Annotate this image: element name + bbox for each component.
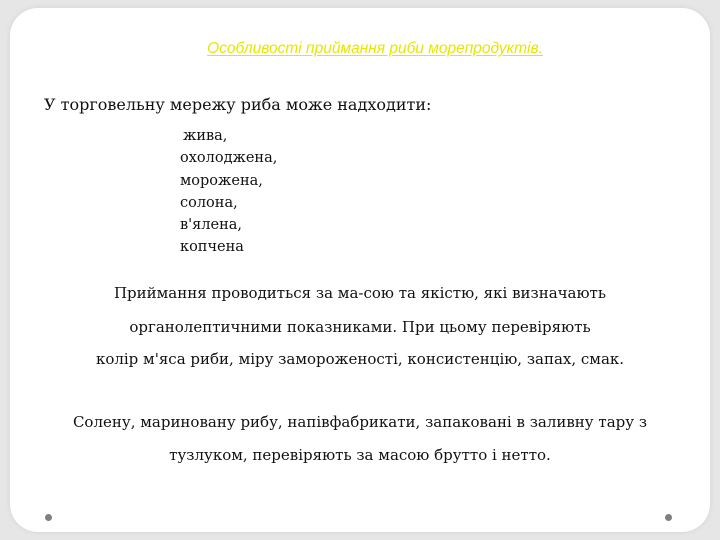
intro-text: У торговельну мережу риба може надходити:	[44, 95, 432, 114]
salted-fish-line-1: Солену, мариновану рибу, напівфабрикати, запаковані в заливну тару з	[72, 413, 648, 431]
fish-type-item: морожена,	[180, 172, 263, 189]
fish-type-item: солона,	[180, 194, 238, 211]
bottom-left-dot-icon	[45, 514, 52, 521]
acceptance-line-3: колір м'яса риби, міру замороженості, консистенцію, запах, смак.	[95, 350, 625, 368]
acceptance-line-2: органолептичними показниками. При цьому перевіряють	[129, 318, 591, 336]
acceptance-line-1: Приймання проводиться за ма-сою та якістю, які визначають	[113, 284, 607, 302]
fish-type-item: жива,	[183, 128, 228, 144]
bottom-right-dot-icon	[665, 514, 672, 521]
slide-title: Особливості приймання риби морепродуктів.	[207, 40, 543, 57]
fish-types-list	[180, 125, 277, 259]
salted-fish-line-2: тузлуком, перевіряють за масою брутто і нетто.	[169, 446, 551, 464]
fish-type-item: в'ялена,	[180, 217, 243, 234]
title-row	[0, 38, 720, 58]
fish-type-item: копчена	[180, 239, 244, 256]
fish-type-item: охолоджена,	[180, 150, 278, 167]
